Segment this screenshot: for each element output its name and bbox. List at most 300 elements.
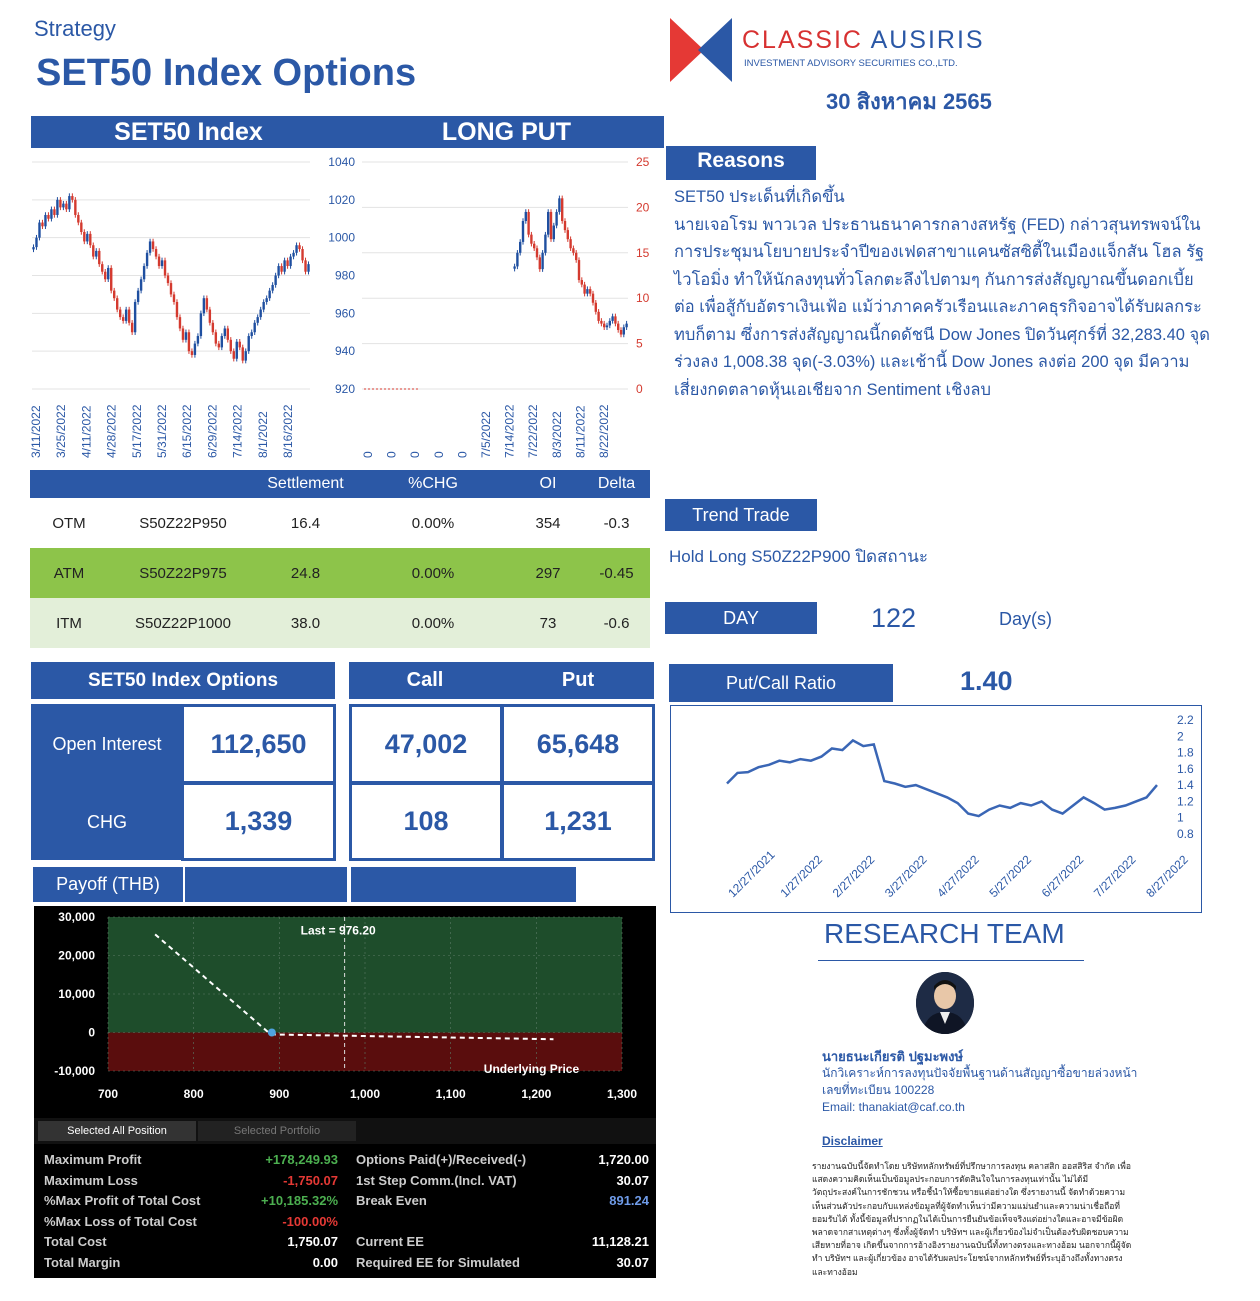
analyst-reg: เลขที่ทะเบียน 100228	[822, 1083, 935, 1097]
pcr-chart-frame	[670, 705, 1202, 913]
candle	[50, 209, 52, 218]
left-axis-label: 1020	[328, 192, 355, 207]
candle	[41, 223, 43, 227]
table-cell-settlement: 16.4	[290, 514, 321, 532]
candle	[194, 344, 196, 355]
left-axis-label: 940	[334, 344, 355, 359]
candle	[140, 279, 142, 290]
payoff-header-blank-1	[185, 867, 347, 902]
candle	[527, 212, 529, 235]
candle	[581, 280, 583, 285]
stat-l2: Current EE	[356, 1234, 424, 1249]
stat-v2: 30.07	[616, 1172, 649, 1188]
candle	[191, 351, 193, 355]
x-tick-label: 8/16/2022	[281, 404, 295, 458]
y-tick-label: 1.8	[1177, 745, 1194, 760]
candle	[541, 253, 543, 269]
candle	[289, 257, 291, 266]
candle	[553, 226, 555, 240]
chg-label: CHG	[87, 812, 127, 832]
x-tick-label: 800	[183, 1087, 204, 1101]
oi-total-value: 112,650	[181, 704, 336, 784]
x-tick-label: 5/27/2022	[986, 852, 1035, 901]
candle	[173, 294, 175, 302]
y-tick-label: 1.4	[1177, 778, 1194, 793]
candle	[131, 323, 133, 332]
x-tick-label: 8/22/2022	[597, 404, 611, 458]
candle	[539, 257, 541, 269]
x-tick-label: 3/25/2022	[54, 404, 69, 458]
table-cell-series: S50Z22P975	[139, 564, 227, 582]
x-tick-label: 0	[361, 451, 375, 458]
candle	[283, 260, 285, 271]
candle	[251, 332, 253, 336]
candle	[137, 291, 139, 302]
stat-v1: 1,750.07	[287, 1234, 338, 1249]
analyst-role: นักวิเคราะห์การลงทุนปัจจัยพื้นฐานด้านสัญญาซื้อขายล่วงหน้า	[822, 1066, 1138, 1080]
candle	[71, 196, 73, 200]
y-tick-label: 20,000	[58, 948, 95, 963]
table-header-cell: %CHG	[408, 475, 458, 492]
candle	[92, 245, 94, 256]
open-interest-label: Open Interest	[52, 734, 162, 754]
y-tick-label: 0.8	[1177, 827, 1194, 841]
disclaimer-text: รายงานฉบับนี้จัดทำโดย บริษัทหลักทรัพย์ที่ปรึกษาการลงทุน คลาสสิก ออสสิริส จำกัด เพื่อแสดงความคิดเห็นเป็นข้อมูลประกอบการตัดสินใจในการลงทุนเท่านั้น ไม่ได้มีวัตถุประสงค์ในการชักชวน หรือชี้นำให้ซื้อขายแต่อย่างใด ซึ่งรายงานนี้ จัดทำด้วยความเห็นส่วนตัวประกอบกับแหล่งข้อมูลที่ผู้จัดทำเห็นว่ามีความแม่นยำและความน่าเชื่อถือที่ยอมรับได้ ทั้งนี้ข้อมูลที่ปรากฏในได้เป็นการยืนยันข้อเท็จจริงแต่อย่างใดและอาจมีข้อผิดพลาดจากสาเหตุต่างๆ ซึ่งทั้งผู้จัดทำ บริษัทฯ และผู้เกี่ยวข้องไม่จำเป็นต้องรับผิดชอบความเสียหายที่อาจ เกิดขึ้นจากการอ้างอิงรายงานฉบับนี้ทั้งทางตรงและทางอ้อม นอกจากนี้ผู้จัดทำ บริษัทฯ และผู้เกี่ยวข้อง อาจได้รับผลประโยชน์จากหลักทรัพย์ที่ระบุอ้างถึงทั้งทางตรงและทางอ้อม	[812, 1161, 1132, 1277]
table-header-cell: Settlement	[267, 475, 344, 492]
candle	[623, 327, 625, 334]
candle	[89, 234, 91, 245]
stat-v1: 0.00	[312, 1254, 338, 1270]
candle	[256, 317, 258, 323]
page-title: SET50 Index Options	[36, 52, 417, 94]
candle	[586, 289, 588, 294]
candle	[188, 332, 190, 351]
candle	[236, 342, 238, 359]
candle	[595, 303, 597, 312]
candle	[221, 336, 223, 347]
candle	[47, 215, 49, 219]
strategy-label: Strategy	[34, 16, 116, 41]
candle	[119, 310, 121, 318]
stat-l1: Total Cost	[44, 1234, 107, 1249]
candle	[259, 310, 261, 318]
candle	[248, 336, 250, 351]
payoff-chart	[34, 906, 656, 1118]
candle	[143, 266, 145, 279]
y-tick-label: 20	[636, 200, 650, 215]
y-tick-label: -10,000	[54, 1064, 95, 1078]
oi-label-column	[31, 704, 183, 860]
long-put-chart	[320, 150, 664, 464]
break-even-point	[268, 1029, 276, 1037]
candle	[104, 272, 106, 280]
candle	[589, 289, 591, 294]
table-cell-series: S50Z22P1000	[135, 614, 231, 632]
x-tick-label: 900	[269, 1087, 290, 1101]
candle	[86, 234, 88, 242]
candle	[179, 317, 181, 328]
pcr-label: Put/Call Ratio	[669, 664, 893, 702]
table-row	[30, 498, 650, 548]
x-tick-label: 1/27/2022	[777, 852, 826, 901]
stat-v1: -100.00%	[282, 1213, 338, 1229]
table-row	[30, 598, 650, 648]
research-divider	[818, 960, 1084, 961]
tab-selected-portfolio[interactable]: Selected Portfolio	[198, 1121, 356, 1141]
candle	[74, 200, 76, 215]
candle	[617, 324, 619, 330]
candle	[292, 253, 294, 257]
analyst-name: นายธนะเกียรติ ปฐมะพงษ์	[822, 1049, 964, 1064]
candle	[544, 235, 546, 253]
table-row	[30, 548, 650, 598]
x-tick-label: 1,300	[606, 1087, 638, 1101]
payoff-stats-table	[34, 1144, 656, 1278]
candle	[125, 310, 127, 321]
reasons-text	[674, 184, 1214, 404]
x-tick-label: 4/28/2022	[104, 404, 119, 458]
x-tick-label: 6/15/2022	[180, 404, 195, 458]
candle	[298, 245, 300, 249]
reasons-line1: SET50 ประเด็นที่เกิดขึ้น	[674, 188, 845, 206]
underlying-price-label: Underlying Price	[483, 1061, 580, 1076]
candle	[301, 249, 303, 260]
candle	[572, 248, 574, 253]
pcr-chart	[671, 706, 1201, 912]
candle	[167, 276, 169, 284]
x-tick-label: 7/5/2022	[479, 411, 493, 458]
candle	[578, 260, 580, 280]
table-header-cell: OI	[539, 475, 557, 492]
left-axis-label: 1040	[328, 155, 355, 169]
candle	[224, 328, 226, 336]
stat-v1: -1,750.07	[283, 1172, 338, 1188]
trend-trade-text: Hold Long S50Z22P900 ปิดสถานะ	[669, 547, 928, 566]
y-tick-label: 1.6	[1177, 761, 1194, 776]
x-tick-label: 1,200	[521, 1087, 552, 1101]
set50-index-chart	[28, 150, 318, 464]
candle	[597, 312, 599, 321]
candle	[550, 212, 552, 239]
x-tick-label: 0	[455, 451, 470, 458]
oi-call-value: 47,002	[349, 704, 503, 784]
stat-l1: Total Margin	[44, 1254, 121, 1270]
table-cell-chg: 0.00%	[411, 564, 455, 582]
disclaimer-title: Disclaimer	[822, 1134, 883, 1148]
candle	[164, 260, 166, 275]
candle	[233, 351, 235, 359]
x-tick-label: 4/11/2022	[79, 405, 94, 458]
candle	[83, 232, 85, 241]
stat-v2: 11,128.21	[591, 1234, 649, 1249]
table-cell-chg: 0.00%	[411, 614, 455, 632]
y-tick-label: 10,000	[58, 987, 95, 1001]
candle	[152, 241, 154, 249]
candle	[286, 260, 288, 266]
candle	[206, 298, 208, 309]
candle	[95, 251, 97, 257]
stat-v1: +178,249.93	[265, 1152, 338, 1167]
candle	[239, 342, 241, 348]
candle	[564, 221, 566, 230]
table-cell-chg: 0.00%	[411, 514, 455, 532]
x-tick-label: 5/17/2022	[129, 404, 144, 458]
payoff-tabs	[34, 1118, 656, 1144]
candle	[277, 266, 279, 275]
day-value: 122	[871, 603, 917, 633]
candle	[569, 239, 571, 248]
table-cell-delta: -0.3	[603, 514, 630, 532]
table-cell-delta: -0.45	[599, 564, 634, 582]
table-cell-oi: 354	[535, 514, 561, 532]
candle	[555, 212, 557, 226]
candle	[212, 323, 214, 332]
candle	[68, 196, 70, 209]
oi-panel-title: SET50 Index Options	[31, 662, 335, 699]
left-axis-label: 980	[334, 268, 355, 283]
research-team-title: RESEARCH TEAM	[824, 918, 1065, 949]
table-cell-moneyness: ITM	[56, 614, 82, 632]
candle	[575, 253, 577, 260]
candle	[242, 347, 244, 360]
candle	[265, 298, 267, 302]
analyst-avatar	[916, 972, 974, 1034]
logo-name: CLASSIC AUSIRIS	[742, 26, 985, 54]
candle	[65, 204, 67, 210]
candle	[592, 294, 594, 303]
table-cell-settlement: 24.8	[290, 564, 321, 582]
put-header: Put	[561, 669, 595, 691]
table-cell-moneyness: ATM	[53, 564, 85, 582]
stat-v2: 891.24	[609, 1193, 649, 1208]
stat-v1: +10,185.32%	[261, 1193, 338, 1208]
analyst-email: Email: thanakiat@caf.co.th	[822, 1100, 965, 1114]
y-tick-label: 10	[636, 291, 650, 306]
logo-icon	[670, 18, 736, 82]
candle	[146, 253, 148, 266]
x-tick-label: 8/11/2022	[573, 405, 588, 458]
x-tick-label: 8/3/2022	[549, 411, 564, 458]
y-tick-label: 30,000	[58, 910, 95, 924]
candle	[176, 302, 178, 317]
candle	[600, 321, 602, 324]
set50-index-title: SET50 Index	[114, 118, 263, 146]
table-cell-moneyness: OTM	[52, 514, 86, 532]
candle	[161, 260, 163, 266]
stat-l2: Options Paid(+)/Received(-)	[356, 1152, 527, 1167]
reasons-body: นายเจอโรม พาวเวล ประธานธนาคารกลางสหรัฐ (FED) กล่าวสุนทรพจน์ในการประชุมนโยบายประจำปีของเฟดสาขาแคนซัสซิตี้ในเมืองแจ็กสัน โฮล รัฐไวโอมิ่ง ทำให้นักลงทุนทั่วโลกตะลึงไปตามๆ กันการส่งสัญญาณขึ้นดอกเบี้ยต่อ เพื่อสู้กับอัตราเงินเฟ้อ แม้ว่าภาคครัวเรือนและภาคธุรกิจอาจได้รับผลกระทบก็ตาม ซึ่งการส่งสัญญาณนี้กดดัชนี Dow Jones ปิดวันศุกร์ที่ 32,283.40 จุด ร่วงลง 1,008.38 จุด(-3.03%) และเช้านี้ Dow Jones ลงต่อ 200 จุด มีความเสี่ยงกดตลาดหุ้นเอเชียจาก Sentiment เชิงลบ	[674, 215, 1210, 399]
table-header	[30, 470, 650, 498]
table-cell-oi: 297	[535, 564, 561, 582]
candle	[513, 266, 515, 268]
candle	[209, 310, 211, 323]
candle	[525, 212, 527, 221]
candle	[606, 325, 608, 327]
candle	[253, 323, 255, 332]
candle	[77, 215, 79, 223]
candle	[107, 268, 109, 279]
candle	[245, 351, 247, 360]
candle	[158, 257, 160, 266]
x-tick-label: 7/22/2022	[526, 404, 541, 458]
stat-v2: 1,720.00	[598, 1152, 649, 1167]
candle	[522, 221, 524, 242]
x-tick-label: 8/1/2022	[255, 411, 270, 458]
logo-subtitle: INVESTMENT ADVISORY SECURITIES CO.,LTD.	[744, 58, 958, 69]
table-header-cell	[108, 470, 258, 498]
x-tick-label: 3/27/2022	[881, 852, 930, 901]
candle	[38, 223, 40, 238]
candle	[307, 264, 309, 272]
candle	[134, 302, 136, 332]
payoff-label: Payoff (THB)	[33, 867, 183, 902]
candle	[611, 316, 613, 321]
x-tick-label: 12/27/2021	[725, 847, 778, 901]
stat-v2: 30.07	[616, 1254, 649, 1270]
candle	[536, 248, 538, 257]
day-unit: Day(s)	[999, 609, 1052, 629]
candle	[280, 266, 282, 272]
tab-selected-all-position[interactable]: Selected All Position	[38, 1121, 196, 1141]
left-axis-label: 920	[334, 382, 355, 396]
candle	[110, 268, 112, 291]
candle	[274, 276, 276, 285]
candle	[113, 291, 115, 299]
reasons-title: Reasons	[666, 146, 816, 180]
y-tick-label: 25	[636, 155, 650, 169]
analyst-info	[822, 1048, 1137, 1116]
candle	[304, 260, 306, 271]
y-tick-label: 1.2	[1177, 794, 1194, 809]
pcr-line	[727, 740, 1157, 816]
stat-l2: Break Even	[356, 1193, 427, 1208]
left-axis-label: 1000	[328, 230, 355, 245]
candle	[155, 249, 157, 257]
candle	[80, 223, 82, 232]
pcr-value: 1.40	[960, 666, 1013, 696]
y-tick-label: 2.2	[1177, 713, 1194, 727]
y-tick-label: 0	[88, 1025, 95, 1040]
x-tick-label: 5/31/2022	[155, 404, 169, 458]
x-tick-label: 0	[408, 451, 423, 458]
candle	[170, 283, 172, 294]
table-header-cell: Delta	[597, 475, 636, 492]
chart-header-bar	[31, 116, 664, 148]
x-tick-label: 3/11/2022	[29, 405, 43, 458]
candle	[625, 324, 627, 328]
candle	[262, 302, 264, 310]
candle	[53, 209, 55, 215]
call-put-header	[349, 662, 654, 699]
candle	[218, 344, 220, 348]
candle	[519, 242, 521, 253]
candle	[98, 251, 100, 264]
stat-l1: %Max Profit of Total Cost	[44, 1193, 201, 1208]
long-put-title: LONG PUT	[441, 118, 572, 146]
table-cell-settlement: 38.0	[290, 614, 321, 632]
table-header-cell	[30, 470, 108, 498]
candle	[215, 332, 217, 343]
company-logo	[670, 18, 1010, 88]
table-cell-delta: -0.6	[603, 614, 630, 632]
call-header: Call	[406, 669, 444, 691]
payoff-header-blank-2	[351, 867, 576, 902]
candle	[59, 200, 61, 208]
candle	[35, 238, 37, 247]
option-series-table	[30, 470, 650, 648]
chg-total-value: 1,339	[181, 782, 336, 861]
candle	[62, 204, 64, 208]
x-tick-label: 1,100	[435, 1087, 466, 1101]
x-tick-label: 4/27/2022	[934, 852, 982, 901]
candle	[44, 215, 46, 226]
x-tick-label: 7/27/2022	[1090, 852, 1139, 901]
oi-put-value: 65,648	[501, 704, 655, 784]
report-date: 30 สิงหาคม 2565	[826, 89, 992, 114]
candle	[609, 321, 611, 326]
payoff-chart-panel	[34, 906, 656, 1118]
x-tick-label: 8/27/2022	[1143, 852, 1191, 901]
candle	[116, 298, 118, 309]
day-label: DAY	[665, 602, 817, 634]
candle	[271, 285, 273, 291]
x-tick-label: 6/27/2022	[1038, 852, 1087, 901]
candle	[32, 247, 34, 249]
candle	[516, 253, 518, 267]
candle	[620, 330, 622, 335]
x-tick-label: 6/29/2022	[205, 404, 220, 458]
stat-l2: 1st Step Comm.(Incl. VAT)	[356, 1172, 517, 1188]
candle	[128, 310, 130, 323]
candle	[182, 328, 184, 339]
chg-put-value: 1,231	[501, 782, 655, 861]
candle	[583, 285, 585, 294]
candle	[56, 200, 58, 215]
x-tick-label: 0	[384, 451, 399, 458]
stat-l1: Maximum Profit	[44, 1152, 142, 1167]
candle	[530, 235, 532, 244]
y-tick-label: 0	[636, 382, 643, 396]
candle	[547, 212, 549, 235]
candle	[268, 291, 270, 299]
chg-call-value: 108	[349, 782, 503, 861]
stat-l1: %Max Loss of Total Cost	[44, 1213, 197, 1229]
candle	[533, 244, 535, 249]
candle	[230, 340, 232, 351]
candle	[185, 332, 187, 340]
candle	[149, 241, 151, 252]
x-tick-label: 700	[97, 1087, 119, 1101]
candle	[227, 328, 229, 339]
y-tick-label: 5	[636, 336, 643, 351]
table-cell-series: S50Z22P950	[139, 514, 227, 532]
candle	[567, 230, 569, 239]
candle	[295, 245, 297, 253]
candle	[203, 298, 205, 313]
y-tick-label: 15	[636, 245, 650, 260]
x-tick-label: 7/14/2022	[230, 404, 245, 458]
x-tick-label: 2/27/2022	[829, 852, 878, 901]
candle	[200, 313, 202, 336]
candle	[101, 264, 103, 272]
candle	[558, 198, 560, 212]
table-cell-oi: 73	[539, 614, 557, 632]
last-price-label: Last = 976.20	[300, 923, 376, 938]
trend-trade-label: Trend Trade	[665, 499, 817, 531]
candle	[197, 336, 199, 344]
stat-l2: Required EE for Simulated	[356, 1254, 520, 1270]
x-tick-label: 7/14/2022	[502, 404, 517, 458]
